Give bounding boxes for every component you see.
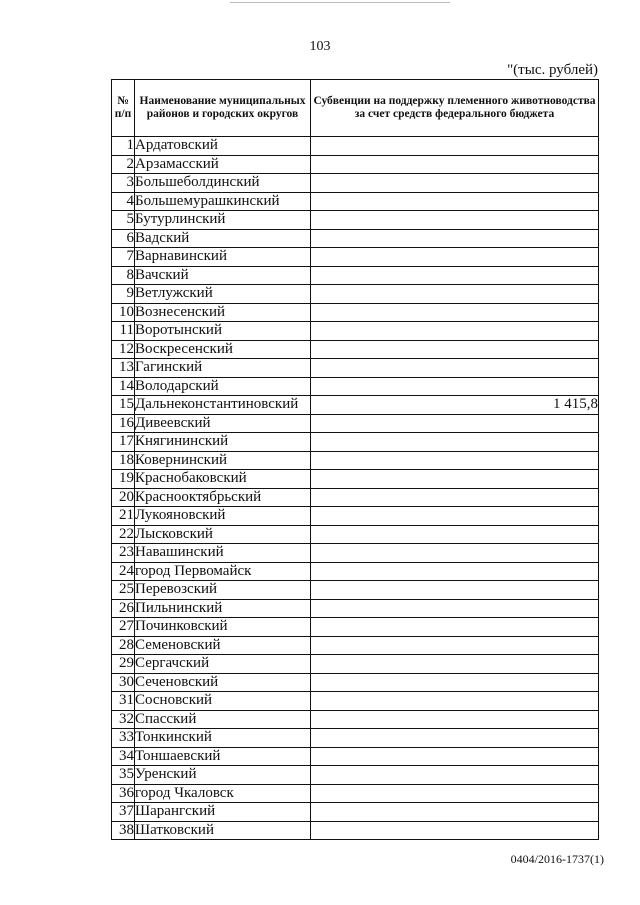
row-subsidy-value bbox=[311, 710, 599, 729]
row-subsidy-value bbox=[311, 303, 599, 322]
row-district-name: Арзамасский bbox=[135, 155, 311, 174]
row-number: 38 bbox=[112, 821, 135, 840]
row-number: 14 bbox=[112, 377, 135, 396]
row-district-name: Большеболдинский bbox=[135, 174, 311, 193]
row-subsidy-value bbox=[311, 192, 599, 211]
row-district-name: город Первомайск bbox=[135, 562, 311, 581]
row-subsidy-value bbox=[311, 340, 599, 359]
row-district-name: Лукояновский bbox=[135, 507, 311, 526]
row-number: 22 bbox=[112, 525, 135, 544]
table-row bbox=[112, 340, 599, 359]
table-row bbox=[112, 599, 599, 618]
row-district-name: Починковский bbox=[135, 618, 311, 637]
row-subsidy-value: 1 415,8 bbox=[311, 396, 599, 415]
table-row bbox=[112, 636, 599, 655]
table-row bbox=[112, 729, 599, 748]
row-subsidy-value bbox=[311, 581, 599, 600]
table-row bbox=[112, 248, 599, 267]
row-district-name: Краснооктябрьский bbox=[135, 488, 311, 507]
row-district-name: Княгининский bbox=[135, 433, 311, 452]
table-row bbox=[112, 692, 599, 711]
row-subsidy-value bbox=[311, 655, 599, 674]
row-subsidy-value bbox=[311, 155, 599, 174]
row-subsidy-value bbox=[311, 470, 599, 489]
table-row bbox=[112, 710, 599, 729]
table-row bbox=[112, 470, 599, 489]
row-subsidy-value bbox=[311, 544, 599, 563]
table-row bbox=[112, 562, 599, 581]
row-subsidy-value bbox=[311, 747, 599, 766]
row-number: 13 bbox=[112, 359, 135, 378]
row-district-name: Пильнинский bbox=[135, 599, 311, 618]
row-subsidy-value bbox=[311, 248, 599, 267]
row-number: 25 bbox=[112, 581, 135, 600]
row-district-name: Дальнеконстантиновский bbox=[135, 396, 311, 415]
row-subsidy-value bbox=[311, 784, 599, 803]
row-district-name: Навашинский bbox=[135, 544, 311, 563]
row-district-name: Спасский bbox=[135, 710, 311, 729]
subsidy-table bbox=[111, 79, 599, 840]
row-subsidy-value bbox=[311, 562, 599, 581]
header-value: Субвенции на поддержку племенного животноводства за счет средств федерального бюджета bbox=[311, 80, 599, 137]
row-number: 35 bbox=[112, 766, 135, 785]
row-number: 6 bbox=[112, 229, 135, 248]
row-district-name: Шатковский bbox=[135, 821, 311, 840]
row-number: 30 bbox=[112, 673, 135, 692]
row-district-name: Перевозский bbox=[135, 581, 311, 600]
table-row bbox=[112, 784, 599, 803]
row-number: 23 bbox=[112, 544, 135, 563]
row-subsidy-value bbox=[311, 433, 599, 452]
table-row bbox=[112, 747, 599, 766]
row-subsidy-value bbox=[311, 599, 599, 618]
table-row bbox=[112, 488, 599, 507]
row-district-name: Воскресенский bbox=[135, 340, 311, 359]
row-subsidy-value bbox=[311, 803, 599, 822]
row-district-name: Шарангский bbox=[135, 803, 311, 822]
row-district-name: Варнавинский bbox=[135, 248, 311, 267]
table-row bbox=[112, 285, 599, 304]
row-district-name: Дивеевский bbox=[135, 414, 311, 433]
table-row bbox=[112, 137, 599, 156]
scan-edge-line bbox=[230, 2, 450, 3]
row-number: 11 bbox=[112, 322, 135, 341]
row-number: 28 bbox=[112, 636, 135, 655]
table-row bbox=[112, 229, 599, 248]
row-subsidy-value bbox=[311, 821, 599, 840]
table-row bbox=[112, 322, 599, 341]
row-subsidy-value bbox=[311, 636, 599, 655]
row-subsidy-value bbox=[311, 377, 599, 396]
table-row bbox=[112, 192, 599, 211]
row-number: 18 bbox=[112, 451, 135, 470]
row-number: 12 bbox=[112, 340, 135, 359]
table-row bbox=[112, 174, 599, 193]
row-district-name: Ветлужский bbox=[135, 285, 311, 304]
row-district-name: Краснобаковский bbox=[135, 470, 311, 489]
row-district-name: Воротынский bbox=[135, 322, 311, 341]
row-district-name: Вознесенский bbox=[135, 303, 311, 322]
row-number: 21 bbox=[112, 507, 135, 526]
row-district-name: Тоншаевский bbox=[135, 747, 311, 766]
table-row bbox=[112, 303, 599, 322]
table-row bbox=[112, 414, 599, 433]
document-code: 0404/2016-1737(1) bbox=[510, 852, 604, 866]
row-district-name: Сеченовский bbox=[135, 673, 311, 692]
row-number: 5 bbox=[112, 211, 135, 230]
row-district-name: Гагинский bbox=[135, 359, 311, 378]
row-subsidy-value bbox=[311, 322, 599, 341]
header-num: № п/п bbox=[112, 80, 135, 137]
row-subsidy-value bbox=[311, 451, 599, 470]
table-row bbox=[112, 396, 599, 415]
row-number: 17 bbox=[112, 433, 135, 452]
row-subsidy-value bbox=[311, 211, 599, 230]
row-number: 20 bbox=[112, 488, 135, 507]
row-subsidy-value bbox=[311, 285, 599, 304]
table-row bbox=[112, 673, 599, 692]
table-row bbox=[112, 359, 599, 378]
table-row bbox=[112, 266, 599, 285]
table-row bbox=[112, 544, 599, 563]
row-number: 36 bbox=[112, 784, 135, 803]
row-subsidy-value bbox=[311, 692, 599, 711]
row-number: 10 bbox=[112, 303, 135, 322]
row-district-name: Большемурашкинский bbox=[135, 192, 311, 211]
row-number: 15 bbox=[112, 396, 135, 415]
row-number: 37 bbox=[112, 803, 135, 822]
table-row bbox=[112, 377, 599, 396]
page-number: 103 bbox=[309, 39, 331, 54]
table-row bbox=[112, 211, 599, 230]
row-number: 7 bbox=[112, 248, 135, 267]
row-district-name: Сергачский bbox=[135, 655, 311, 674]
row-district-name: Сосновский bbox=[135, 692, 311, 711]
table-row bbox=[112, 451, 599, 470]
row-number: 1 bbox=[112, 137, 135, 156]
row-number: 34 bbox=[112, 747, 135, 766]
row-subsidy-value bbox=[311, 729, 599, 748]
table-row bbox=[112, 803, 599, 822]
table-row bbox=[112, 155, 599, 174]
row-district-name: Уренский bbox=[135, 766, 311, 785]
row-district-name: Володарский bbox=[135, 377, 311, 396]
row-subsidy-value bbox=[311, 414, 599, 433]
row-district-name: Тонкинский bbox=[135, 729, 311, 748]
row-number: 3 bbox=[112, 174, 135, 193]
row-subsidy-value bbox=[311, 266, 599, 285]
row-number: 8 bbox=[112, 266, 135, 285]
row-number: 31 bbox=[112, 692, 135, 711]
row-subsidy-value bbox=[311, 488, 599, 507]
table-row bbox=[112, 655, 599, 674]
row-subsidy-value bbox=[311, 618, 599, 637]
row-number: 33 bbox=[112, 729, 135, 748]
row-subsidy-value bbox=[311, 359, 599, 378]
row-district-name: Ардатовский bbox=[135, 137, 311, 156]
units-label: "(тыс. рублей) bbox=[507, 62, 598, 78]
row-subsidy-value bbox=[311, 525, 599, 544]
table-row bbox=[112, 507, 599, 526]
row-district-name: город Чкаловск bbox=[135, 784, 311, 803]
row-subsidy-value bbox=[311, 673, 599, 692]
row-number: 24 bbox=[112, 562, 135, 581]
table-header-row bbox=[112, 80, 599, 137]
row-subsidy-value bbox=[311, 137, 599, 156]
row-number: 4 bbox=[112, 192, 135, 211]
header-name: Наименование муниципальных районов и городских округов bbox=[135, 80, 311, 137]
row-number: 29 bbox=[112, 655, 135, 674]
row-subsidy-value bbox=[311, 766, 599, 785]
row-number: 16 bbox=[112, 414, 135, 433]
table-row bbox=[112, 821, 599, 840]
table-body bbox=[112, 137, 599, 840]
row-district-name: Бутурлинский bbox=[135, 211, 311, 230]
row-number: 32 bbox=[112, 710, 135, 729]
row-number: 27 bbox=[112, 618, 135, 637]
table-row bbox=[112, 581, 599, 600]
row-subsidy-value bbox=[311, 174, 599, 193]
row-district-name: Семеновский bbox=[135, 636, 311, 655]
row-district-name: Вачский bbox=[135, 266, 311, 285]
row-district-name: Лысковский bbox=[135, 525, 311, 544]
row-district-name: Вадский bbox=[135, 229, 311, 248]
table-row bbox=[112, 433, 599, 452]
row-number: 9 bbox=[112, 285, 135, 304]
row-number: 26 bbox=[112, 599, 135, 618]
table-row bbox=[112, 618, 599, 637]
row-subsidy-value bbox=[311, 507, 599, 526]
row-subsidy-value bbox=[311, 229, 599, 248]
row-number: 2 bbox=[112, 155, 135, 174]
table-row bbox=[112, 766, 599, 785]
row-number: 19 bbox=[112, 470, 135, 489]
row-district-name: Ковернинский bbox=[135, 451, 311, 470]
table-row bbox=[112, 525, 599, 544]
